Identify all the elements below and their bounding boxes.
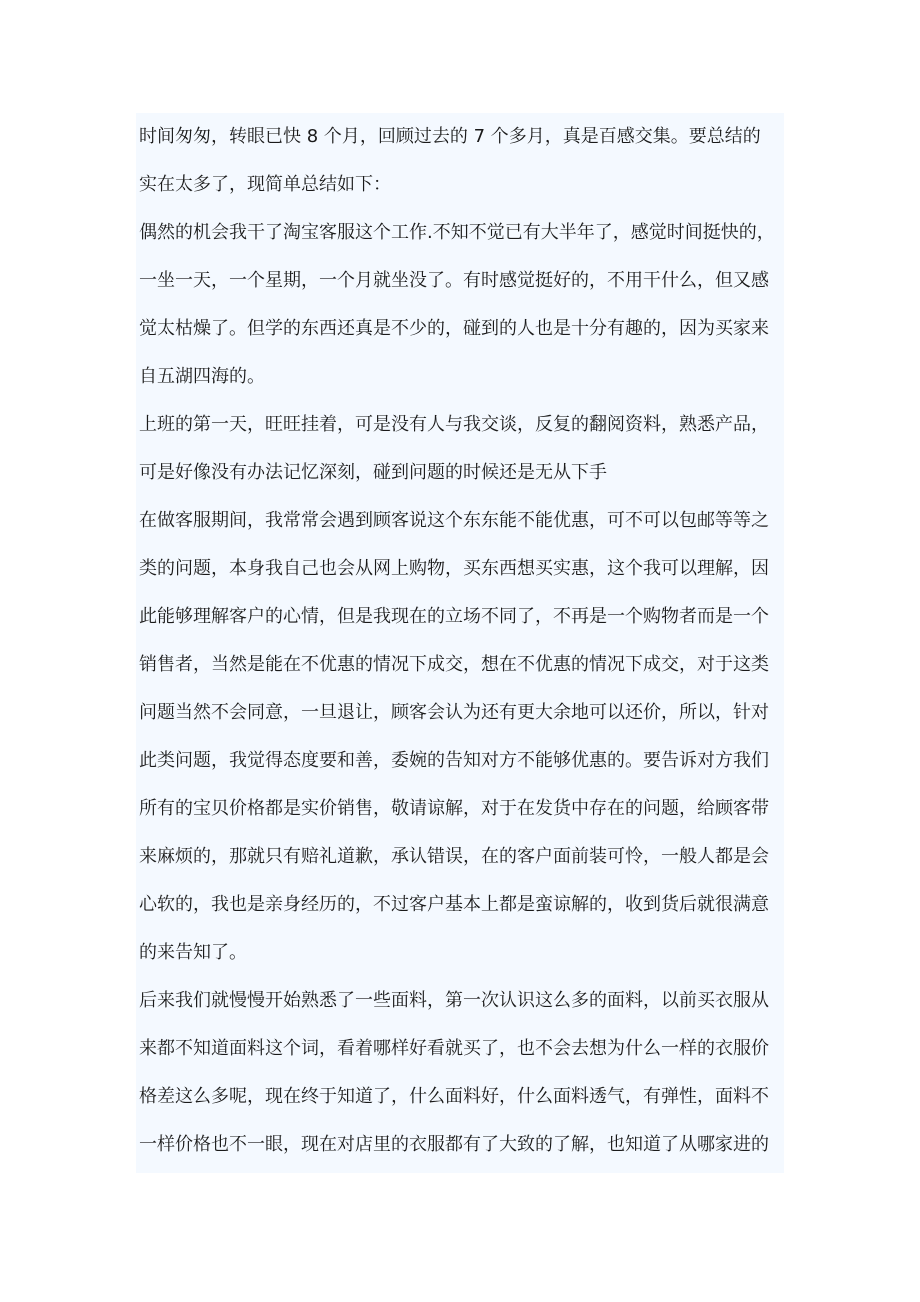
text-line: 觉太枯燥了。但学的东西还真是不少的，碰到的人也是十分有趣的，因为买家来 — [139, 318, 769, 339]
text-line: 类的问题，本身我自己也会从网上购物，买东西想买实惠，这个我可以理解，因 — [139, 558, 769, 579]
text-line: 时间匆匆，转眼已快 8 个月，回顾过去的 7 个多月，真是百感交集。要总结的 — [139, 126, 761, 147]
text-line: 心软的，我也是亲身经历的，不过客户基本上都是蛮谅解的，收到货后就很满意 — [139, 894, 769, 915]
text-line: 来麻烦的，那就只有赔礼道歉，承认错误，在的客户面前装可怜，一般人都是会 — [139, 846, 769, 867]
text-line: 自五湖四海的。 — [139, 366, 265, 387]
text-line: 的来告知了。 — [139, 942, 247, 963]
text-line: 一样价格也不一眼，现在对店里的衣服都有了大致的了解，也知道了从哪家进的 — [139, 1134, 769, 1155]
text-line: 格差这么多呢，现在终于知道了，什么面料好，什么面料透气，有弹性，面料不 — [139, 1086, 769, 1107]
text-line: 销售者，当然是能在不优惠的情况下成交，想在不优惠的情况下成交，对于这类 — [139, 654, 769, 675]
text-line: 来都不知道面料这个词，看着哪样好看就买了，也不会去想为什么一样的衣服价 — [139, 1038, 769, 1059]
text-line: 所有的宝贝价格都是实价销售，敬请谅解，对于在发货中存在的问题，给顾客带 — [139, 798, 769, 819]
text-line: 此能够理解客户的心情，但是我现在的立场不同了，不再是一个购物者而是一个 — [139, 606, 769, 627]
text-line: 实在太多了，现简单总结如下： — [139, 174, 391, 195]
text-line: 问题当然不会同意，一旦退让，顾客会认为还有更大余地可以还价，所以，针对 — [139, 702, 769, 723]
text-line: 后来我们就慢慢开始熟悉了一些面料，第一次认识这么多的面料，以前买衣服从 — [139, 990, 769, 1011]
document-text-block — [136, 113, 784, 1173]
text-line: 在做客服期间，我常常会遇到顾客说这个东东能不能优惠，可不可以包邮等等之 — [139, 510, 769, 531]
text-line: 上班的第一天，旺旺挂着，可是没有人与我交谈，反复的翻阅资料，熟悉产品， — [139, 414, 769, 435]
text-line: 偶然的机会我干了淘宝客服这个工作.不知不觉已有大半年了，感觉时间挺快的， — [139, 222, 775, 243]
text-line: 此类问题，我觉得态度要和善，委婉的告知对方不能够优惠的。要告诉对方我们 — [139, 750, 769, 771]
text-line: 一坐一天，一个星期，一个月就坐没了。有时感觉挺好的，不用干什么，但又感 — [139, 270, 769, 291]
text-line: 可是好像没有办法记忆深刻，碰到问题的时候还是无从下手 — [139, 462, 607, 483]
